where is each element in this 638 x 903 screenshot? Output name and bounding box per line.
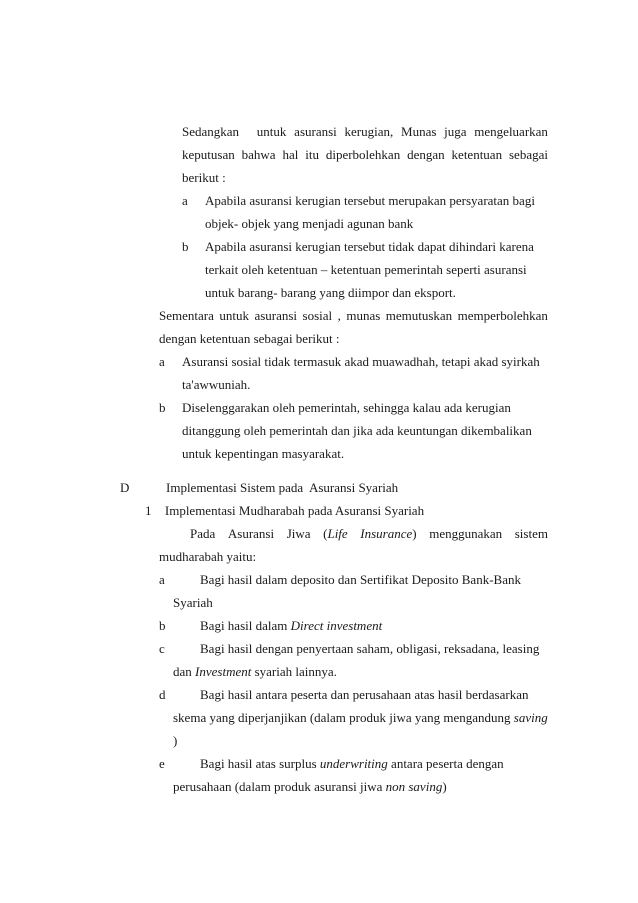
list-item-text [173, 710, 548, 726]
list-marker [159, 687, 176, 703]
bullet-glyph-icon [166, 400, 176, 416]
word: sosial [302, 308, 333, 323]
word: untuk [256, 124, 287, 139]
marker-letter: d [159, 687, 166, 702]
marker-letter: a [159, 572, 165, 587]
subsection-heading [145, 503, 424, 519]
marker-letter: b [182, 239, 189, 254]
word: diperbolehkan [325, 147, 401, 162]
text-run: Bagi hasil atas surplus [200, 756, 320, 771]
list-item-text: Bagi hasil dalam deposito dan Sertifikat Deposito Bank-Bank [200, 572, 521, 587]
text-run: Bagi hasil dalam [200, 618, 291, 633]
list-item-text [173, 779, 447, 795]
text-run-italic: Investment [195, 664, 252, 679]
word: memutuskan [385, 308, 453, 323]
list-item-text: ta'awwuniah. [182, 377, 251, 392]
word: itu [305, 147, 319, 162]
list-item-text: untuk kepentingan masyarakat. [182, 446, 345, 461]
bullet-glyph-icon [129, 480, 139, 496]
list-marker [159, 400, 176, 416]
list-item-text: untuk barang- barang yang diimpor dan eksport. [205, 285, 456, 300]
bullet-glyph-icon [165, 641, 175, 657]
list-item-text: Apabila asuransi kerugian tersebut tidak dapat dihindari karena [205, 239, 534, 254]
word-italic: Life [327, 526, 348, 541]
word: asuransi [294, 124, 337, 139]
list-item-text: Syariah [173, 595, 213, 610]
bullet-glyph-icon [166, 618, 176, 634]
text-run: ) [442, 779, 447, 794]
word: sebagai [508, 147, 548, 162]
bullet-glyph-icon [165, 354, 175, 370]
section-marker [120, 480, 140, 496]
list-item-text: ditanggung oleh pemerintah dan jika ada keuntungan dikembalikan [182, 423, 532, 438]
list-item-text: ) [173, 733, 178, 748]
paren-open: ( [323, 526, 328, 541]
list-item-text: Bagi hasil dengan penyertaan saham, obligasi, reksadana, leasing [200, 641, 540, 656]
bullet-glyph-icon [165, 756, 175, 772]
list-item-text: Bagi hasil antara peserta dan perusahaan atas hasil berdasarkan [200, 687, 529, 702]
word: mengeluarkan [474, 124, 548, 139]
list-marker [159, 354, 175, 370]
marker-letter: e [159, 756, 165, 771]
word: Sementara [159, 308, 214, 323]
word-group [360, 526, 416, 542]
word: Asuransi [227, 526, 275, 541]
list-item-text: Diselenggarakan oleh pemerintah, sehingga kalau ada kerugian [182, 400, 511, 415]
list-marker [182, 193, 198, 209]
bullet-glyph-icon [188, 193, 198, 209]
word-group [323, 526, 348, 542]
word: keputusan [182, 147, 235, 162]
subsection-title: Implementasi Mudharabah pada Asuransi Syariah [154, 503, 414, 518]
text-run: syariah lainnya. [251, 664, 337, 679]
para-line: dengan ketentuan sebagai berikut : [159, 331, 340, 346]
text-run: perusahaan (dalam produk asuransi jiwa [173, 779, 386, 794]
text-run-italic: underwriting [319, 756, 388, 771]
word: Pada [190, 526, 216, 541]
section-letter: D [120, 480, 130, 495]
list-item-text [200, 756, 504, 772]
marker-letter: b [159, 400, 166, 415]
para-line [159, 308, 548, 324]
list-item-text: Asuransi sosial tidak termasuk akad muawadhah, tetapi akad syirkah [182, 354, 540, 369]
text-run: dan [173, 664, 196, 679]
para-line: mudharabah yaitu: [159, 549, 257, 564]
list-item-text: Apabila asuransi kerugian tersebut merupakan persyaratan bagi [205, 193, 535, 208]
para-line [182, 147, 548, 163]
marker-letter: a [159, 354, 165, 369]
marker-letter: b [159, 618, 166, 633]
list-marker [182, 239, 199, 255]
para-line: berikut : [182, 170, 226, 185]
list-item-text: objek- objek yang menjadi agunan bank [205, 216, 414, 231]
word: Munas [401, 124, 437, 139]
word: Sedangkan [182, 124, 240, 139]
word-italic: Insurance [360, 526, 413, 541]
word: untuk [219, 308, 249, 323]
bullet-glyph-icon [165, 572, 175, 588]
word: Jiwa [286, 526, 311, 541]
word: asuransi [254, 308, 298, 323]
word: munas [346, 308, 381, 323]
paren-close: ) [412, 526, 417, 541]
marker-letter: c [159, 641, 165, 656]
word: , [337, 308, 341, 323]
para-line [190, 526, 548, 542]
list-marker [159, 641, 175, 657]
section-heading: Implementasi Sistem pada Asuransi Syariah [166, 480, 399, 495]
list-item-text [173, 664, 337, 680]
text-run-italic: non saving [385, 779, 443, 794]
text-run: skema yang diperjanjikan (dalam produk jiwa yang mengandung [173, 710, 514, 725]
word: juga [444, 124, 467, 139]
list-item-text: terkait oleh ketentuan – ketentuan pemerintah seperti asuransi [205, 262, 527, 277]
word: bahwa [241, 147, 276, 162]
word: menggunakan [429, 526, 503, 541]
text-run: antara peserta dengan [387, 756, 504, 771]
bullet-glyph-icon [152, 503, 162, 519]
subsection-number: 1 [145, 503, 152, 518]
list-marker [159, 756, 175, 772]
bullet-glyph-icon [189, 239, 199, 255]
list-marker [159, 618, 176, 634]
word: hal [282, 147, 299, 162]
text-run-italic: Direct investment [290, 618, 383, 633]
list-marker [159, 572, 175, 588]
para-line [182, 124, 548, 140]
marker-letter: a [182, 193, 188, 208]
text-run-italic: saving [513, 710, 548, 725]
bullet-glyph-icon [166, 687, 176, 703]
word: sistem [514, 526, 548, 541]
word: dengan [407, 147, 445, 162]
word: memperbolehkan [457, 308, 548, 323]
list-item-text [200, 618, 382, 634]
word: kerugian, [344, 124, 394, 139]
word: ketentuan [451, 147, 503, 162]
